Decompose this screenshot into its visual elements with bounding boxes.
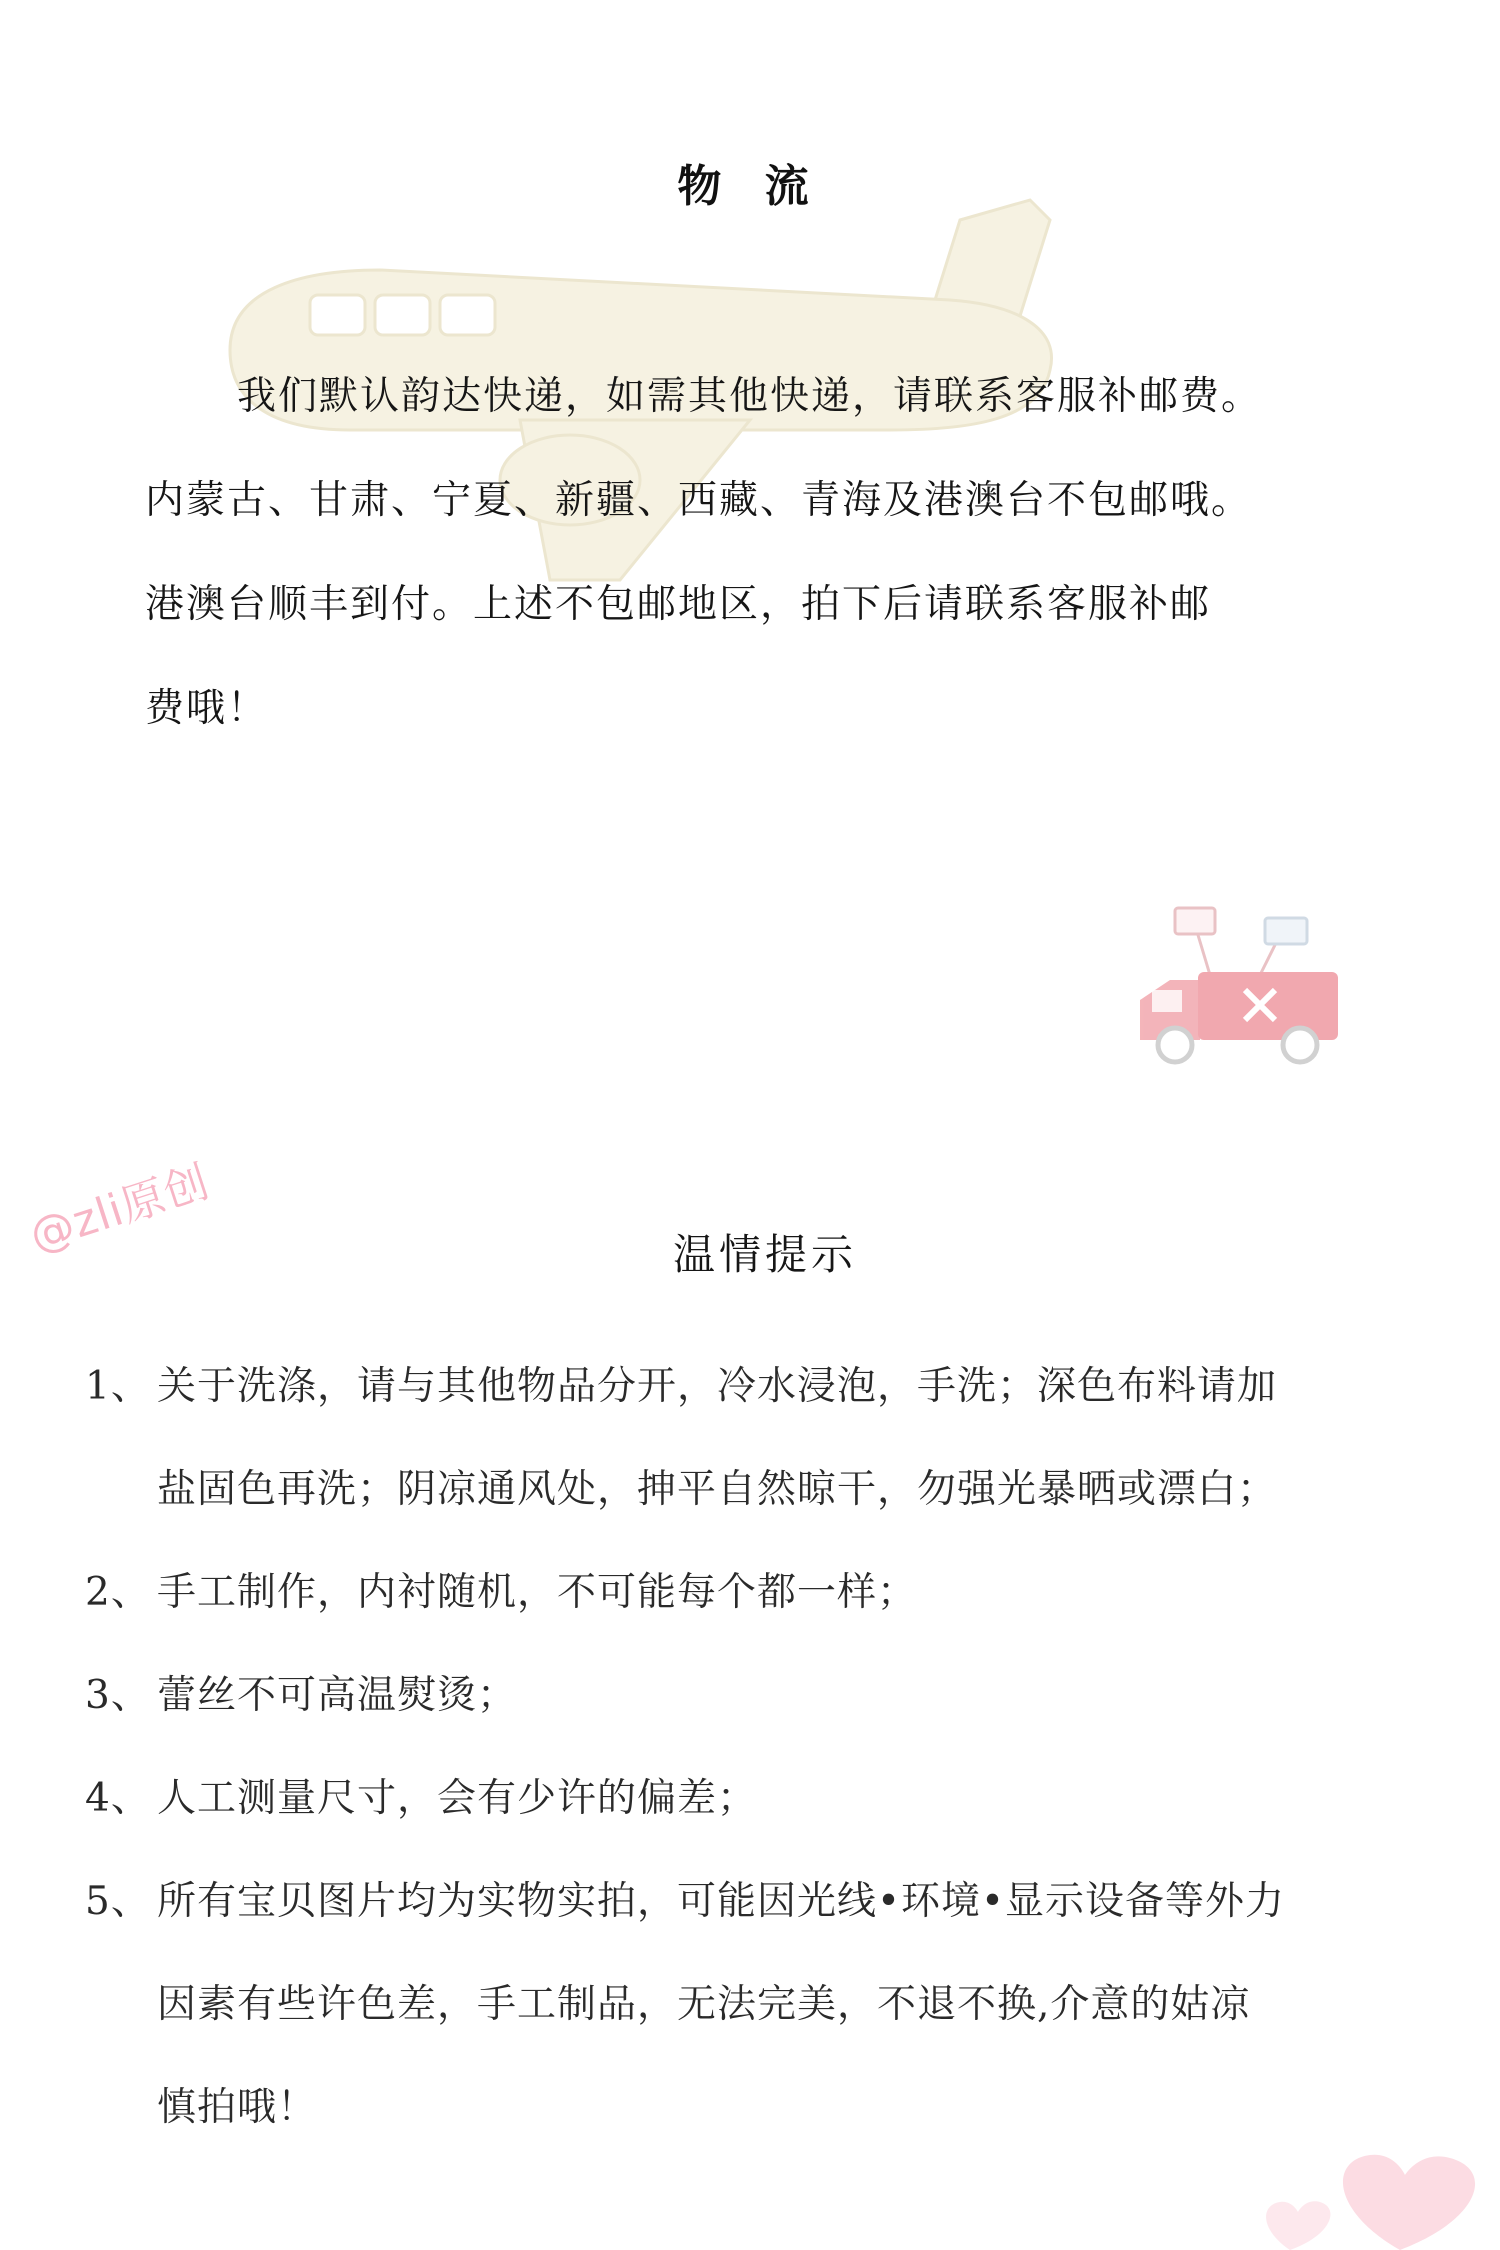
tip-item (85, 1850, 1485, 2159)
logistics-title: 物 流 (677, 161, 823, 212)
tip-text: 手工制作，内衬随机，不可能每个都一样； (157, 1570, 918, 1615)
tips-title: 温情提示 (672, 1230, 857, 1279)
tip-number: 4、 (85, 1776, 151, 1821)
logistics-line: 我们默认韵达快递，如需其他快递，请联系客服补邮费。 (237, 374, 1263, 419)
logistics-line: 港澳台顺丰到付。上述不包邮地区，拍下后请联系客服补邮 (145, 582, 1212, 627)
watermark: @zli原创 (23, 1156, 216, 1263)
tip-item (85, 1747, 1485, 1850)
tip-number: 2、 (85, 1570, 151, 1615)
logistics-line: 内蒙古、甘肃、宁夏、新疆、西藏、青海及港澳台不包邮哦。 (145, 478, 1253, 523)
tips-list (85, 1335, 1485, 2159)
tip-text: 人工测量尺寸，会有少许的偏差； (157, 1776, 758, 1821)
tip-text: 盐固色再洗；阴凉通风处，抻平自然晾干，勿强光暴晒或漂白； (157, 1467, 1278, 1512)
tip-item (85, 1541, 1485, 1644)
logistics-line: 费哦！ (145, 686, 269, 731)
tip-number: 1、 (85, 1364, 151, 1409)
delivery-truck-icon (1120, 890, 1350, 1080)
tip-text: 所有宝贝图片均为实物实拍，可能因光线•环境•显示设备等外力 (157, 1879, 1286, 1924)
tip-item (85, 1644, 1485, 1747)
tip-text: 因素有些许色差，手工制品，无法完美，不退不换,介意的姑凉 (157, 1982, 1251, 2027)
tip-text: 慎拍哦！ (157, 2085, 318, 2130)
tip-item (85, 1335, 1485, 1541)
tip-number: 3、 (85, 1673, 151, 1718)
tip-text: 关于洗涤，请与其他物品分开，冷水浸泡，手洗；深色布料请加 (157, 1364, 1278, 1409)
tip-number: 5、 (85, 1879, 151, 1924)
logistics-paragraph (145, 345, 1395, 761)
tip-text: 蕾丝不可高温熨烫； (157, 1673, 518, 1718)
